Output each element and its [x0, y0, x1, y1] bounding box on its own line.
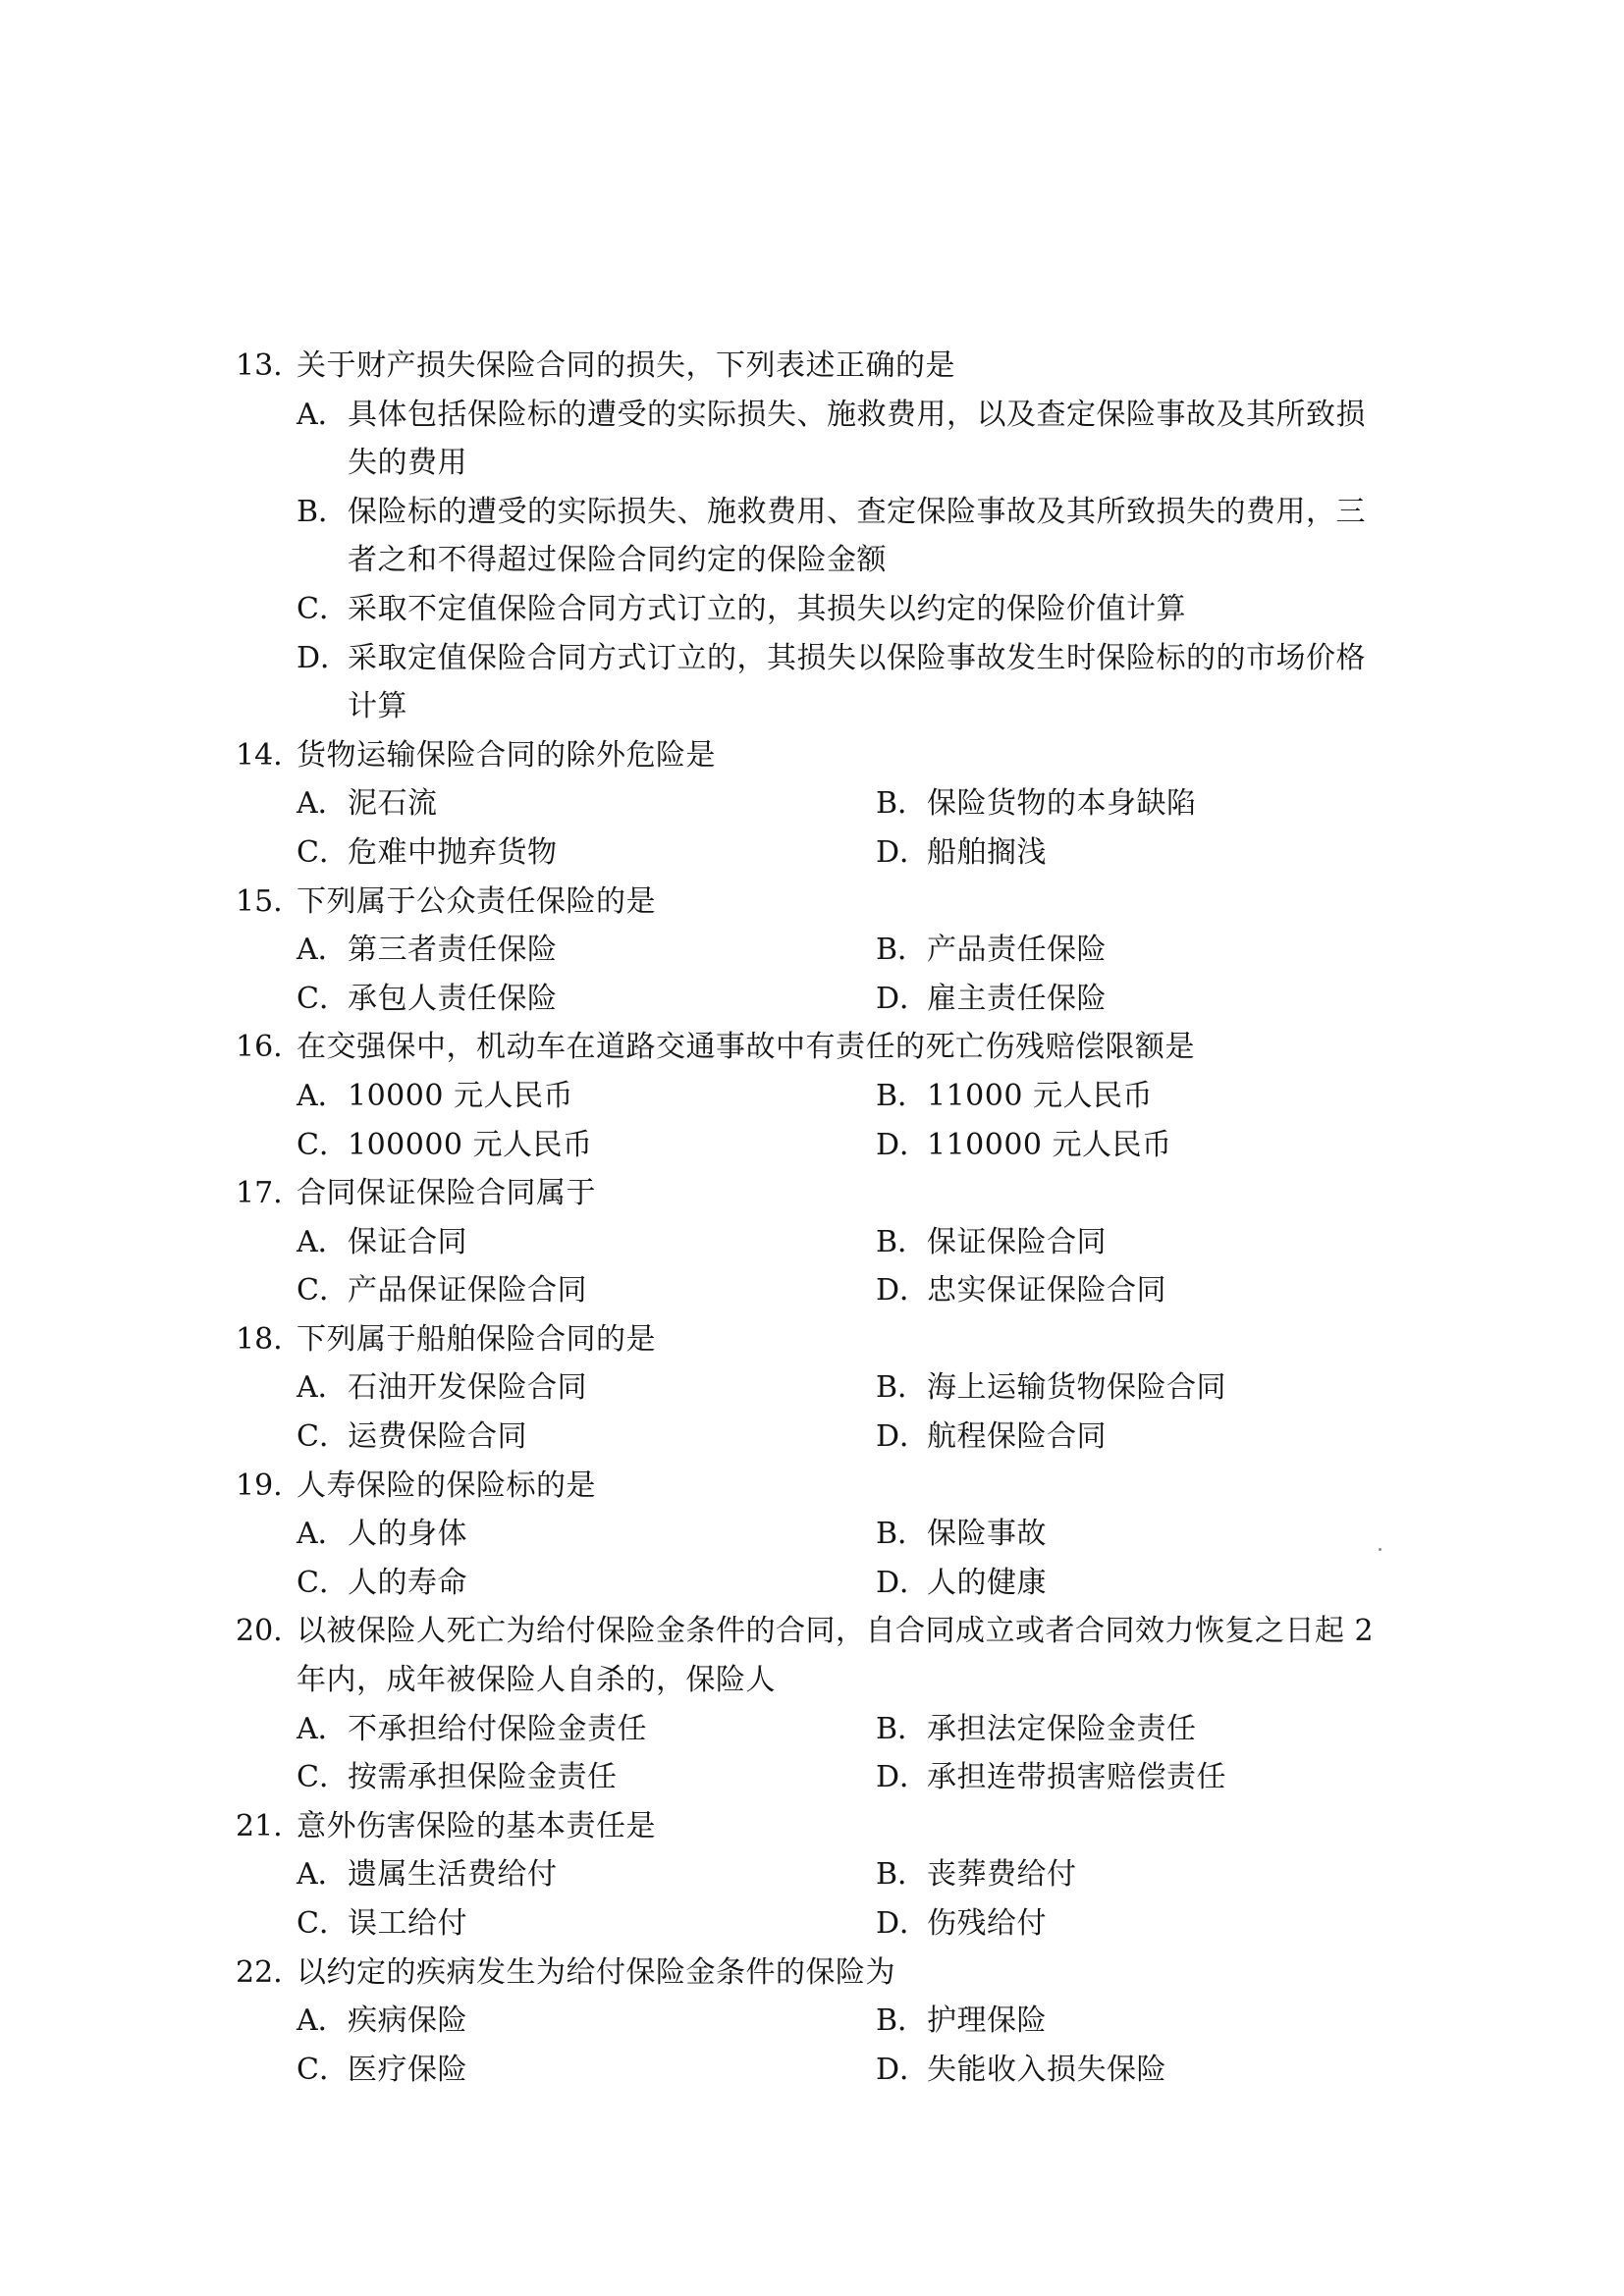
question-number: 18. [236, 1321, 283, 1357]
option-a [297, 1363, 876, 1413]
option-a [297, 1997, 876, 2046]
option-letter: A． [297, 1370, 348, 1406]
question-22 [236, 1949, 1394, 2095]
option-text: 具体包括保险标的遭受的实际损失、施救费用，以及查定保险事故及其所致损 [348, 397, 1366, 432]
question-number: 20. [236, 1614, 283, 1649]
option-b [876, 1705, 1455, 1754]
option-row [236, 926, 1394, 975]
option-letter: D． [876, 981, 930, 1016]
option-b [236, 488, 1394, 537]
option-letter: C． [297, 1419, 349, 1455]
option-text: 11000 元人民币 [927, 1078, 1153, 1113]
option-letter: A． [297, 1711, 348, 1746]
option-letter: C． [297, 1760, 349, 1795]
option-letter: D． [876, 1127, 930, 1162]
question-stem [236, 1169, 1394, 1218]
option-row [236, 1899, 1394, 1949]
option-row [236, 1363, 1394, 1413]
option-c [297, 1121, 876, 1170]
option-text: 承担法定保险金责任 [927, 1711, 1197, 1746]
option-text: 危难中抛弃货物 [348, 834, 558, 870]
option-letter: A． [297, 2003, 348, 2039]
scan-speck [1379, 1548, 1381, 1551]
option-b [876, 1850, 1455, 1899]
option-row [236, 1510, 1394, 1559]
option-row [236, 1705, 1394, 1754]
option-b [876, 1363, 1455, 1413]
option-text: 保险事故 [927, 1517, 1047, 1552]
option-row [236, 1072, 1394, 1121]
option-a [236, 391, 1394, 440]
option-a [297, 1072, 876, 1121]
question-number: 14. [236, 737, 283, 773]
question-number: 16. [236, 1030, 283, 1065]
option-letter: B． [876, 1224, 928, 1259]
option-letter: B． [297, 494, 349, 529]
option-text-continued: 者之和不得超过保险合同约定的保险金额 [348, 543, 887, 578]
option-row [236, 975, 1394, 1024]
option-d [876, 2046, 1455, 2095]
question-text: 以被保险人死亡为给付保险金条件的合同，自合同成立或者合同效力恢复之日起 2 [297, 1614, 1375, 1649]
option-text: 产品保证保险合同 [348, 1273, 587, 1308]
option-letter: D． [876, 1273, 930, 1308]
option-letter: C． [297, 981, 349, 1016]
option-a [297, 1850, 876, 1899]
option-text: 忠实保证保险合同 [927, 1273, 1166, 1308]
option-text-continued: 失的费用 [348, 446, 467, 481]
question-stem [236, 1802, 1394, 1851]
question-stem [236, 1023, 1394, 1072]
option-row [236, 1753, 1394, 1802]
question-text: 货物运输保险合同的除外危险是 [297, 737, 716, 773]
option-text: 航程保险合同 [927, 1419, 1107, 1455]
option-text: 疾病保险 [348, 2003, 467, 2039]
question-number: 13. [236, 348, 283, 383]
option-c [236, 585, 1394, 634]
option-c [297, 975, 876, 1024]
option-letter: C． [297, 834, 349, 870]
option-text: 人的寿命 [348, 1565, 467, 1600]
option-letter: C． [297, 591, 349, 626]
option-letter: A． [297, 1224, 348, 1259]
question-text: 合同保证保险合同属于 [297, 1176, 596, 1211]
option-row [236, 1121, 1394, 1170]
option-letter: B． [876, 786, 928, 822]
option-text: 110000 元人民币 [927, 1127, 1172, 1162]
option-row [236, 828, 1394, 878]
option-letter: C． [297, 2052, 349, 2087]
question-18 [236, 1315, 1394, 1462]
option-text: 运费保险合同 [348, 1419, 527, 1455]
option-text: 护理保险 [927, 2003, 1047, 2039]
option-d [236, 634, 1394, 683]
option-text: 承担连带损害赔偿责任 [927, 1760, 1226, 1795]
option-text: 按需承担保险金责任 [348, 1760, 618, 1795]
option-b [876, 779, 1455, 828]
option-d [876, 828, 1455, 878]
question-number: 21. [236, 1808, 283, 1843]
option-letter: B． [876, 2003, 928, 2039]
option-text: 保险标的遭受的实际损失、施救费用、查定保险事故及其所致损失的费用，三 [348, 494, 1366, 529]
option-text: 承包人责任保险 [348, 981, 558, 1016]
option-row [236, 1850, 1394, 1899]
option-a [297, 1510, 876, 1559]
option-letter: B． [876, 1370, 928, 1406]
question-stem [236, 878, 1394, 927]
question-number: 17. [236, 1176, 283, 1211]
option-text: 丧葬费给付 [927, 1857, 1077, 1893]
question-number: 15. [236, 883, 283, 919]
option-letter: A． [297, 933, 348, 968]
question-16 [236, 1023, 1394, 1169]
question-text: 人寿保险的保险标的是 [297, 1468, 596, 1503]
option-text: 人的身体 [348, 1517, 467, 1552]
option-c [297, 1266, 876, 1315]
option-b [876, 1072, 1455, 1121]
option-b [876, 926, 1455, 975]
option-d [876, 1753, 1455, 1802]
option-letter: D． [876, 1760, 930, 1795]
question-stem [236, 1607, 1394, 1656]
question-21 [236, 1802, 1394, 1949]
option-letter: D． [876, 834, 930, 870]
option-row [236, 779, 1394, 828]
option-d [876, 1266, 1455, 1315]
option-letter: C． [297, 1273, 349, 1308]
question-list [236, 342, 1394, 2094]
option-text: 海上运输货物保险合同 [927, 1370, 1226, 1406]
option-text: 遗属生活费给付 [348, 1857, 558, 1893]
option-row [236, 1997, 1394, 2046]
question-text: 在交强保中，机动车在道路交通事故中有责任的死亡伤残赔偿限额是 [297, 1030, 1195, 1065]
option-c [297, 828, 876, 878]
option-text: 保证合同 [348, 1224, 467, 1259]
question-text: 下列属于公众责任保险的是 [297, 883, 656, 919]
option-text: 泥石流 [348, 786, 438, 822]
option-a [297, 1218, 876, 1267]
option-letter: A． [297, 1857, 348, 1893]
question-stem [236, 1949, 1394, 1998]
option-text: 10000 元人民币 [348, 1078, 573, 1113]
option-c [297, 2046, 876, 2095]
option-text: 失能收入损失保险 [927, 2052, 1166, 2087]
question-15 [236, 878, 1394, 1024]
option-a [297, 926, 876, 975]
option-d [876, 1413, 1455, 1462]
option-letter: D． [876, 1906, 930, 1941]
option-letter: B． [876, 1517, 928, 1552]
option-text: 保险货物的本身缺陷 [927, 786, 1197, 822]
option-letter: C． [297, 1127, 349, 1162]
option-letter: A． [297, 1517, 348, 1552]
option-a [297, 779, 876, 828]
option-text: 采取不定值保险合同方式订立的，其损失以约定的保险价值计算 [348, 591, 1186, 626]
question-stem [236, 1462, 1394, 1511]
option-text: 不承担给付保险金责任 [348, 1711, 647, 1746]
question-text: 以约定的疾病发生为给付保险金条件的保险为 [297, 1954, 895, 1990]
option-letter: B． [876, 933, 928, 968]
question-stem [236, 342, 1394, 391]
option-text: 保证保险合同 [927, 1224, 1107, 1259]
question-stem [236, 1315, 1394, 1364]
option-c [297, 1899, 876, 1949]
option-letter: C． [297, 1906, 349, 1941]
option-b [876, 1510, 1455, 1559]
option-letter: B． [876, 1711, 928, 1746]
option-d [876, 1559, 1455, 1608]
option-c [297, 1753, 876, 1802]
option-letter: A． [297, 397, 348, 432]
option-b [876, 1218, 1455, 1267]
option-c [297, 1559, 876, 1608]
option-d [876, 1899, 1455, 1949]
option-row [236, 1218, 1394, 1267]
question-text: 意外伤害保险的基本责任是 [297, 1808, 656, 1843]
option-letter: D． [297, 640, 351, 675]
question-text: 关于财产损失保险合同的损失，下列表述正确的是 [297, 348, 955, 383]
question-19 [236, 1462, 1394, 1608]
question-text: 下列属于船舶保险合同的是 [297, 1321, 656, 1357]
option-text: 100000 元人民币 [348, 1127, 593, 1162]
option-a [297, 1705, 876, 1754]
option-row [236, 2046, 1394, 2095]
option-letter: A． [297, 786, 348, 822]
option-letter: A． [297, 1078, 348, 1113]
question-14 [236, 731, 1394, 878]
option-text: 产品责任保险 [927, 933, 1107, 968]
option-letter: C． [297, 1565, 349, 1600]
option-text: 人的健康 [927, 1565, 1047, 1600]
option-text-continued: 计算 [348, 689, 407, 724]
option-letter: D． [876, 2052, 930, 2087]
question-number: 19. [236, 1468, 283, 1503]
question-stem [236, 731, 1394, 780]
option-row [236, 1413, 1394, 1462]
option-letter: B． [876, 1857, 928, 1893]
option-d [876, 1121, 1455, 1170]
option-text: 第三者责任保险 [348, 933, 558, 968]
option-letter: D． [876, 1565, 930, 1600]
option-c [297, 1413, 876, 1462]
option-text: 采取定值保险合同方式订立的，其损失以保险事故发生时保险标的的市场价格 [348, 640, 1366, 675]
option-letter: D． [876, 1419, 930, 1455]
option-text: 误工给付 [348, 1906, 467, 1941]
option-b [876, 1997, 1455, 2046]
question-20 [236, 1607, 1394, 1801]
option-text: 石油开发保险合同 [348, 1370, 587, 1406]
option-text: 船舶搁浅 [927, 834, 1047, 870]
option-row [236, 1559, 1394, 1608]
question-13 [236, 342, 1394, 731]
option-text: 雇主责任保险 [927, 981, 1107, 1016]
option-text: 伤残给付 [927, 1906, 1047, 1941]
question-17 [236, 1169, 1394, 1315]
option-d [876, 975, 1455, 1024]
option-row [236, 1266, 1394, 1315]
question-text-continued: 年内，成年被保险人自杀的，保险人 [297, 1663, 776, 1698]
option-letter: B． [876, 1078, 928, 1113]
question-number: 22. [236, 1954, 283, 1990]
option-text: 医疗保险 [348, 2052, 467, 2087]
